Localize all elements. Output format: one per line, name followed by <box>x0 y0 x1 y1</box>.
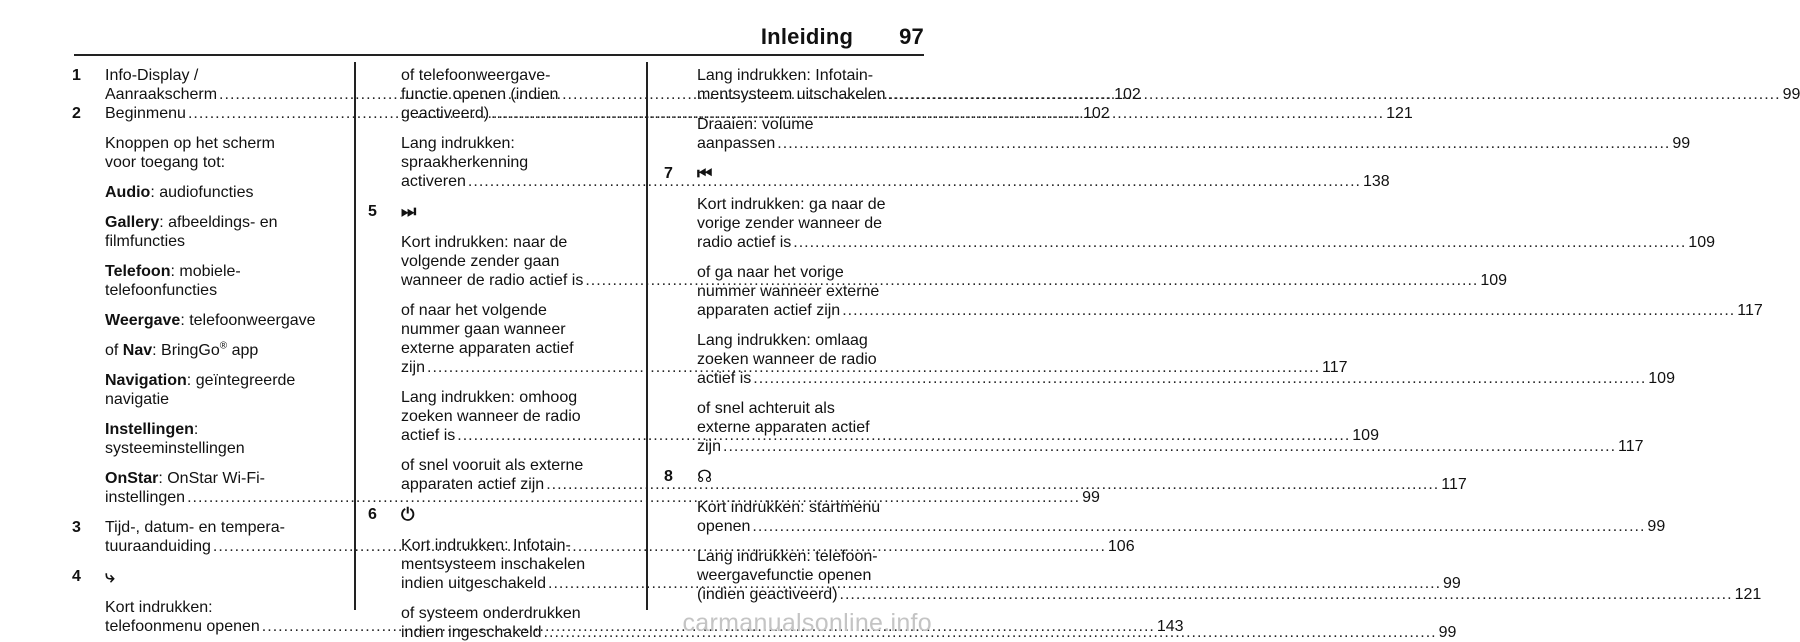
text-line: radio actief is <box>697 234 792 251</box>
entry-number: 4 <box>72 568 81 585</box>
definition: navigatie <box>105 391 170 408</box>
paragraph <box>72 213 338 251</box>
text-line: apparaten actief zijn <box>697 302 841 319</box>
page-ref[interactable]: 99 <box>1782 86 1800 103</box>
definition: : telefoonweergave <box>180 312 316 329</box>
term: OnStar <box>105 470 159 487</box>
page-header <box>761 24 924 50</box>
text-line: openen <box>697 518 751 535</box>
paragraph <box>664 115 1691 153</box>
entry-5 <box>368 202 632 222</box>
text-line: of snel achteruit als <box>697 400 835 417</box>
definition: telefoonfuncties <box>105 282 218 299</box>
page-ref[interactable]: 99 <box>1438 624 1457 641</box>
registered-mark: ® <box>219 340 228 352</box>
definition: instellingen <box>105 489 186 506</box>
page-ref[interactable]: 109 <box>1688 234 1715 251</box>
entry-4 <box>72 567 338 587</box>
page-ref[interactable]: 117 <box>1737 302 1763 319</box>
paragraph <box>72 134 338 172</box>
page-ref[interactable]: 99 <box>1082 489 1100 506</box>
text-line: mentsysteem inschakelen <box>401 556 586 573</box>
text-line: vorige zender wanneer de <box>697 215 883 232</box>
text-line: Lang indrukken: omhoog <box>401 389 578 406</box>
text-line: functie openen (indien <box>401 86 559 103</box>
page-ref[interactable]: 117 <box>1322 359 1348 376</box>
text-line: telefoonmenu openen <box>105 618 260 635</box>
text-line: apparaten actief zijn <box>401 476 545 493</box>
text-line: activeren <box>401 173 466 190</box>
term: Navigation <box>105 372 187 389</box>
entry-number: 6 <box>368 506 377 523</box>
text-line: zoeken wanneer de radio <box>401 408 581 425</box>
entry-text: tuuraanduiding <box>105 538 211 555</box>
page-ref[interactable]: 121 <box>1734 586 1762 603</box>
term: Telefoon <box>105 263 171 280</box>
text-line: wanneer de radio actief is <box>401 272 584 289</box>
definition: : audiofuncties <box>150 184 254 201</box>
text-line: nummer wanneer externe <box>697 283 880 300</box>
text-line: of naar het volgende <box>401 302 547 319</box>
entry-8 <box>664 467 922 487</box>
definition: : geïntegreerde <box>186 372 296 389</box>
page-ref[interactable]: 109 <box>1648 370 1675 387</box>
home-phone-icon: ☊ <box>697 467 713 486</box>
text: of <box>105 342 123 359</box>
text-line: zijn <box>697 438 722 455</box>
text-line: externe apparaten actief <box>697 419 870 436</box>
text-line: nummer gaan wanneer <box>401 321 566 338</box>
text-line: volgende zender gaan <box>401 253 560 270</box>
entry-text: Beginmenu <box>105 105 186 122</box>
page-ref[interactable]: 99 <box>1672 135 1691 152</box>
page-ref[interactable]: 102 <box>1082 105 1110 122</box>
header-title: Inleiding <box>760 24 854 49</box>
text-line: geactiveerd) <box>401 105 490 122</box>
text-line: aanpassen <box>697 135 776 152</box>
page-ref[interactable]: 117 <box>1618 438 1644 455</box>
text-line: mentsysteem uitschakelen <box>697 86 886 103</box>
text-line: of ga naar het vorige <box>697 264 844 281</box>
text-line: of systeem onderdrukken <box>401 605 581 622</box>
paragraph <box>72 183 338 202</box>
definition: : afbeeldings- en <box>159 214 278 231</box>
entry-text: Info-Display / <box>105 67 199 84</box>
page-ref[interactable]: 121 <box>1386 105 1413 122</box>
entry-number: 2 <box>72 105 81 122</box>
text-line: actief is <box>697 370 752 387</box>
page-ref[interactable]: 143 <box>1156 618 1184 635</box>
term: Nav <box>122 342 153 359</box>
term: Instellingen <box>105 421 194 438</box>
definition: : systeeminstellingen <box>105 421 245 457</box>
entry-number: 7 <box>664 165 673 182</box>
text-line: Kort indrukken: Infotain- <box>401 537 571 554</box>
text-line: Lang indrukken: telefoon- <box>697 548 878 565</box>
paragraph <box>72 341 338 360</box>
definition: app <box>227 342 259 359</box>
text-line: externe apparaten actief <box>401 340 574 357</box>
entry-number: 8 <box>664 468 673 485</box>
text-line: voor toegang tot: <box>105 154 226 171</box>
term: Audio <box>105 184 151 201</box>
entry-number: 1 <box>72 67 81 84</box>
text-line: indien uitgeschakeld <box>401 575 546 592</box>
watermark: carmanualsonline.info <box>682 609 932 637</box>
text-line: Kort indrukken: ga naar de <box>697 196 886 213</box>
page-ref[interactable]: 102 <box>1114 86 1141 103</box>
phone-icon: ⤷ <box>105 567 115 586</box>
text-line: Kort indrukken: <box>105 599 213 616</box>
text-line: Lang indrukken: <box>401 135 515 152</box>
paragraph <box>72 262 338 300</box>
entry-text: Tijd-, datum- en tempera- <box>105 519 285 536</box>
definition: : mobiele- <box>170 263 241 280</box>
text-line: Kort indrukken: naar de <box>401 234 568 251</box>
skip-back-icon: ⏮ <box>697 164 713 183</box>
paragraph <box>72 371 338 409</box>
entry-6 <box>368 505 632 525</box>
entry-number: 3 <box>72 519 81 536</box>
text-line: actief is <box>401 427 456 444</box>
text-line: spraakherkenning <box>401 154 529 171</box>
header-rule <box>74 54 924 56</box>
page-ref[interactable]: 109 <box>1352 427 1379 444</box>
paragraph <box>72 311 338 330</box>
power-icon: ⏻ <box>401 505 415 524</box>
page-ref[interactable]: 99 <box>1647 518 1666 535</box>
text-line: Kort indrukken: startmenu <box>697 499 881 516</box>
paragraph <box>72 420 338 458</box>
text-line: of telefoonweergave- <box>401 67 551 84</box>
text-line: zoeken wanneer de radio <box>697 351 877 368</box>
page-ref[interactable]: 138 <box>1362 173 1390 190</box>
entry-7 <box>664 164 922 184</box>
entry-text: Aanraakscherm <box>105 86 218 103</box>
paragraph <box>664 195 1715 252</box>
term: Weergave <box>105 312 181 329</box>
page-ref[interactable]: 117 <box>1441 476 1467 493</box>
text-line: (indien geactiveerd) <box>697 586 838 603</box>
definition: : BringGo <box>152 342 220 359</box>
paragraph <box>664 498 1666 536</box>
page-ref[interactable]: 106 <box>1107 538 1135 555</box>
paragraph <box>368 456 1467 494</box>
text-line: Lang indrukken: omlaag <box>697 332 868 349</box>
text-line: Draaien: volume <box>697 116 814 133</box>
text-line: Lang indrukken: Infotain- <box>697 67 874 84</box>
text-line: weergavefunctie openen <box>697 567 872 584</box>
text-line: of snel vooruit als externe <box>401 457 584 474</box>
page-ref[interactable]: 109 <box>1480 272 1508 289</box>
term: Gallery <box>105 214 160 231</box>
text-line: Knoppen op het scherm <box>105 135 275 152</box>
entry-number: 5 <box>368 203 377 220</box>
text-line: zijn <box>401 359 426 376</box>
page-number: 97 <box>899 24 924 49</box>
skip-forward-icon: ⏭ <box>401 202 417 221</box>
definition: : OnStar Wi-Fi- <box>158 470 266 487</box>
page-ref[interactable]: 99 <box>1443 575 1461 592</box>
definition: filmfuncties <box>105 233 186 250</box>
text-line: indien ingeschakeld <box>401 624 542 641</box>
